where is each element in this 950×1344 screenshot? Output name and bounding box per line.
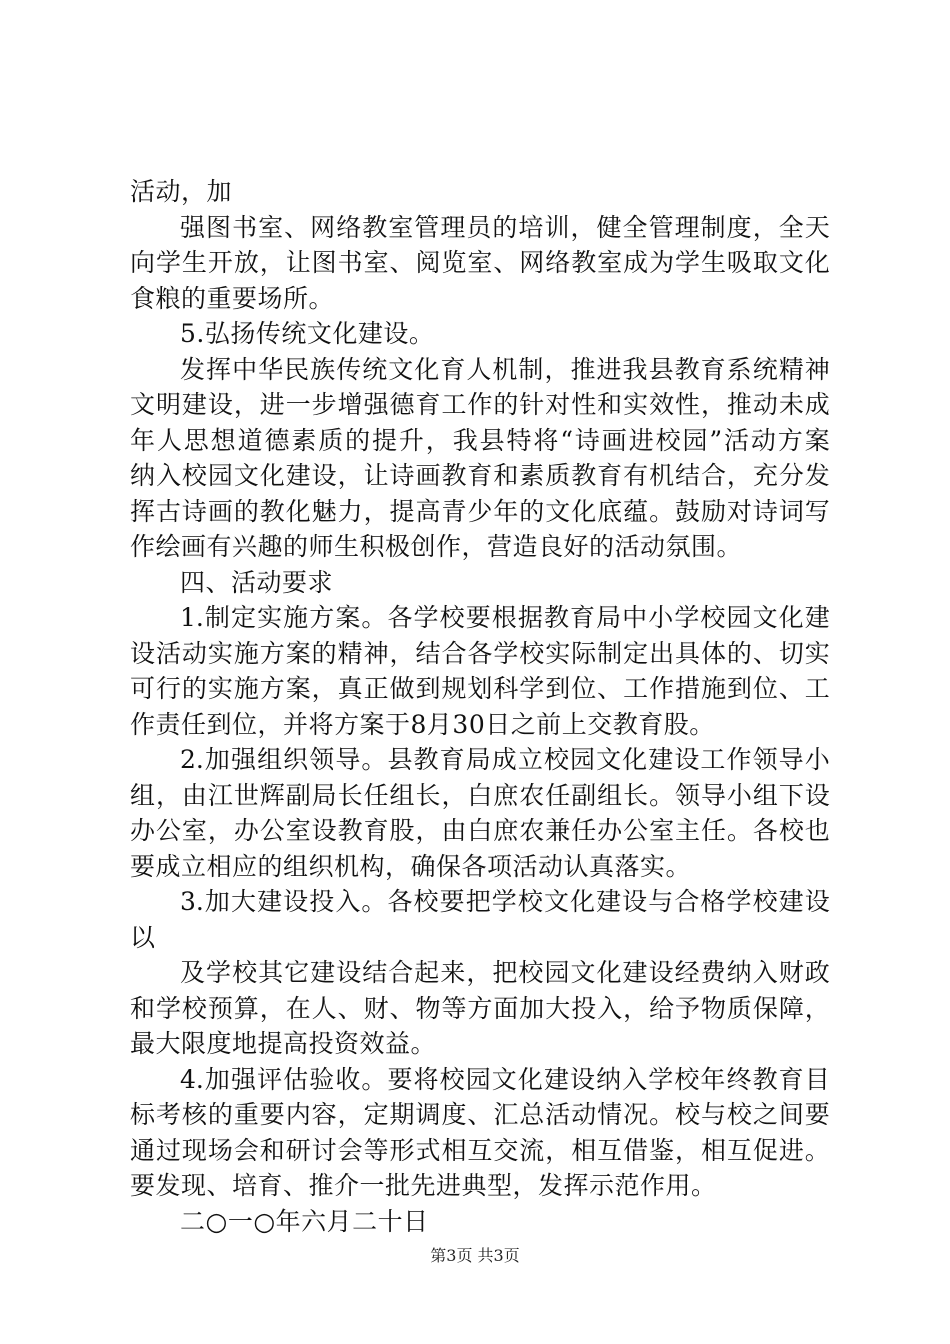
text-line: 最大限度地提高投资效益。 [130,1029,437,1058]
text-line: 要发现、培育、推介一批先进典型，发挥示范作用。 [130,1171,717,1200]
text-line: 挥 古 诗 画 的 教 化 魅 力 ， 提 高 青 少 年 的 文 化 底 蕴 。 鼓 励 对 诗 词 写 [130,496,830,526]
text-line: 二○一○年六月二十日 [180,1206,429,1236]
text-line: 通 过 现 场 会 和 研 讨 会 等 形 式 相 互 交 流 ， 相 互 借 鉴 ， 相 互 促 进 。 [130,1135,830,1165]
text-line: 可 行 的 实 施 方 案 ， 真 正 做 到 规 划 科 学 到 位 、 工 作 措 施 到 位 、 工 [130,674,830,703]
text-line: 以 [130,922,156,952]
text-line: 向 学 生 开 放 ， 让 图 书 室 、 阅 览 室 、 网 络 教 室 成 为 学 生 吸 取 文 化 [130,248,830,277]
text-line: 四、活动要求 [180,567,334,597]
text-line: 4. 加 强 评 估 验 收 。 要 将 校 园 文 化 建 设 纳 入 学 校 年 终 教 育 目 [180,1064,830,1094]
text-line: 2. 加 强 组 织 领 导 。 县 教 育 局 成 立 校 园 文 化 建 设 工 作 领 导 小 [180,745,830,774]
document-body [130,174,830,1239]
text-line: 文 明 建 设 ， 进 一 步 增 强 德 育 工 作 的 针 对 性 和 实 效 性 ， 推 动 未 成 [130,390,830,419]
text-line: 年 人 思 想 道 德 素 质 的 提 升 ， 我 县 特 将 “ 诗 画 进 校 园 ” 活 动 方 案 [130,425,830,455]
text-line: 5.弘扬传统文化建设。 [180,319,435,348]
text-line: 作绘画有兴趣的师生积极创作，营造良好的活动氛围。 [130,532,743,561]
text-line: 发 挥 中 华 民 族 传 统 文 化 育 人 机 制 ， 推 进 我 县 教 育 系 统 精 神 [180,354,830,384]
page-footer: 第3页 共3页 [430,1246,520,1265]
text-line: 食粮的重要场所。 [130,283,335,313]
text-line: 活动，加 [130,177,233,206]
text-line: 1. 制 定 实 施 方 案 。 各 学 校 要 根 据 教 育 局 中 小 学 校 园 文 化 建 [180,603,830,632]
text-line: 组 ， 由 江 世 辉 副 局 长 任 组 长 ， 白 庶 农 任 副 组 长 。 领 导 小 组 下 设 [130,780,830,810]
text-line: 设 活 动 实 施 方 案 的 精 神 ， 结 合 各 学 校 实 际 制 定 出 具 体 的 、 切 实 [130,638,830,668]
text-line: 及 学 校 其 它 建 设 结 合 起 来 ， 把 校 园 文 化 建 设 经 费 纳 入 财 政 [180,958,830,987]
text-line: 和 学 校 预 算 ， 在 人 、 财 、 物 等 方 面 加 大 投 入 ， 给 予 物 质 保 障 ， [130,993,830,1023]
text-line: 3. 加 大 建 设 投 入 。 各 校 要 把 学 校 文 化 建 设 与 合 格 学 校 建 设 [180,887,830,916]
text-line: 办 公 室 ， 办 公 室 设 教 育 股 ， 由 白 庶 农 兼 任 办 公 室 主 任 。 各 校 也 [130,816,830,845]
text-line: 纳 入 校 园 文 化 建 设 ， 让 诗 画 教 育 和 素 质 教 育 有 机 结 合 ， 充 分 发 [130,461,830,490]
text-line: 强 图 书 室 、 网 络 教 室 管 理 员 的 培 训 ， 健 全 管 理 制 度 ， 全 天 [180,212,830,242]
text-line: 要成立相应的组织机构，确保各项活动认真落实。 [130,851,692,881]
text-line: 标 考 核 的 重 要 内 容 ， 定 期 调 度 、 汇 总 活 动 情 况 。 校 与 校 之 间 要 [130,1100,830,1129]
text-line: 作责任到位，并将方案于8月30日之前上交教育股。 [130,709,715,739]
